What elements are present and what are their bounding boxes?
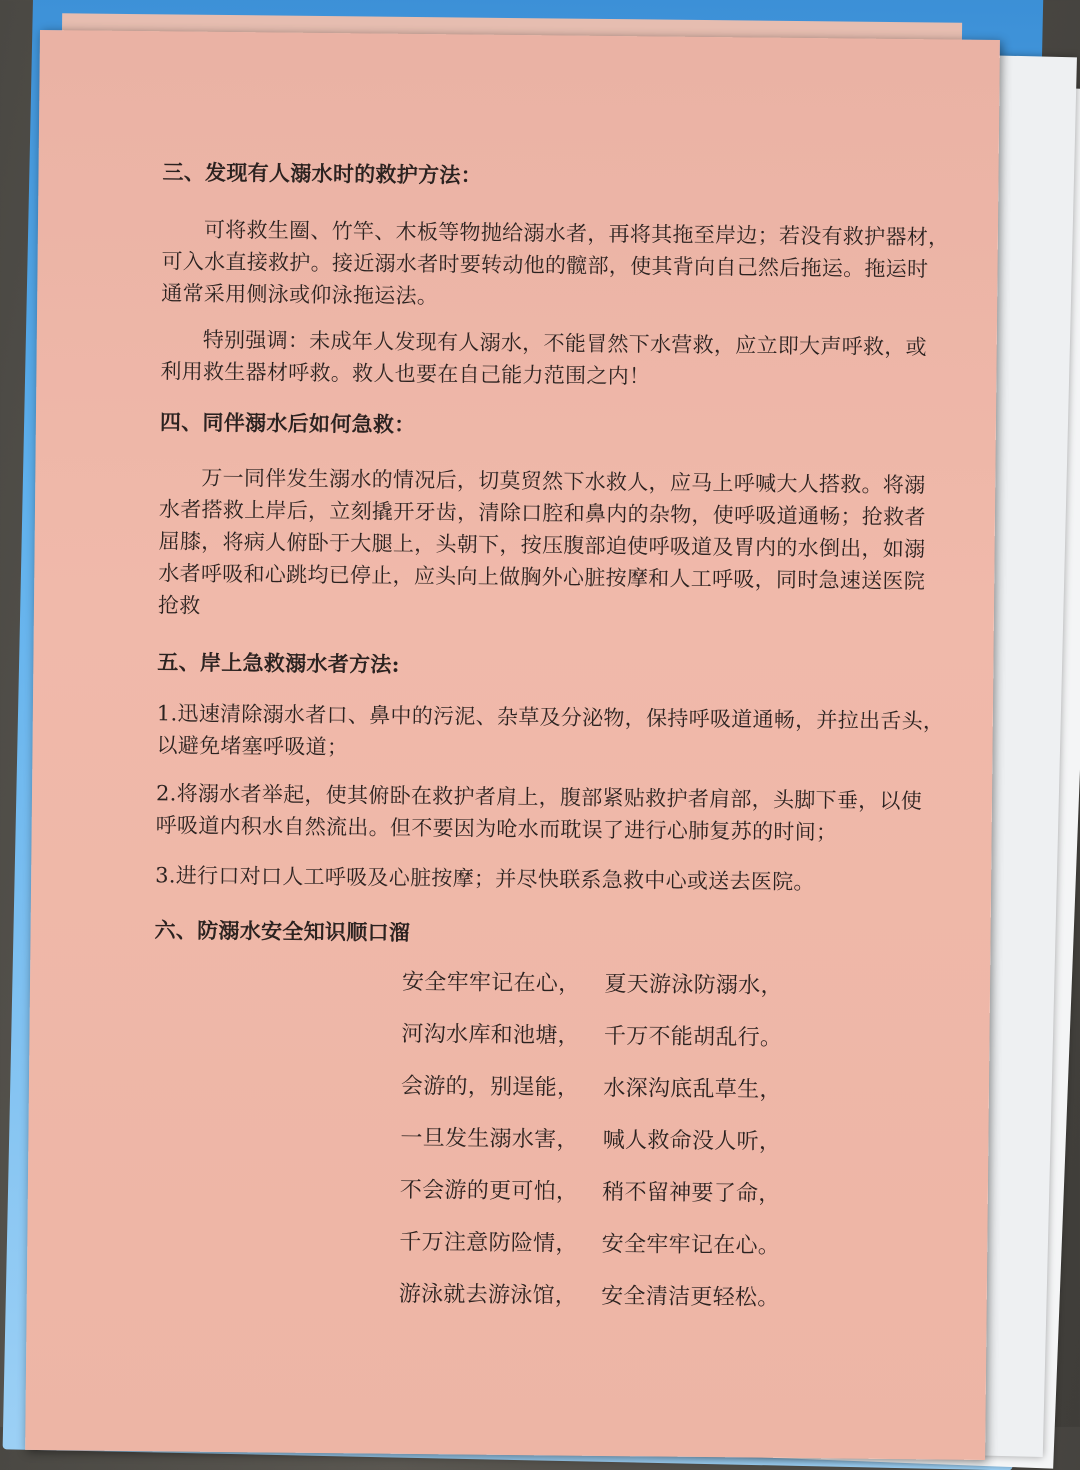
section6-heading: 六、防溺水安全知识顺口溜 bbox=[154, 917, 411, 945]
poem-line: 游泳就去游泳馆， 安全清洁更轻松。 bbox=[398, 1281, 780, 1311]
section4-para1-line5: 抢救 bbox=[157, 593, 201, 618]
section4-para1-line3: 屈膝，将病人俯卧于大腿上，头朝下，按压腹部迫使呼吸道及胃内的水倒出，如溺 bbox=[158, 529, 926, 562]
poem-line: 河沟水库和池塘， 千万不能胡乱行。 bbox=[401, 1021, 783, 1051]
poem-line: 一旦发生溺水害， 喊人救命没人听， bbox=[400, 1125, 782, 1155]
section3-heading: 三、发现有人溺水时的救护方法： bbox=[162, 159, 483, 188]
section3-para2-line2: 利用救生器材呼救。救人也要在自己能力范围之内！ bbox=[160, 359, 651, 389]
poem-line: 会游的，别逞能， 水深沟底乱草生， bbox=[400, 1073, 782, 1103]
poem-line: 安全牢牢记在心， 夏天游泳防溺水， bbox=[401, 969, 783, 999]
section4-heading: 四、同伴溺水后如何急救： bbox=[159, 409, 416, 437]
poem-line: 不会游的更可怕， 稍不留神要了命， bbox=[399, 1177, 781, 1207]
section5-heading: 五、岸上急救溺水者方法: bbox=[157, 649, 400, 677]
section3-para1-line3: 通常采用侧泳或仰泳拖运法。 bbox=[161, 281, 439, 309]
section3-para1-line1: 可将救生圈、竹竿、木板等物抛给溺水者，再将其拖至岸边；若没有救护器材， bbox=[203, 217, 950, 250]
section4-para1-line1: 万一同伴发生溺水的情况后，切莫贸然下水救人，应马上呼喊大人搭救。将溺 bbox=[201, 465, 926, 498]
document-content bbox=[25, 30, 1000, 1460]
section4-para1-line2: 水者搭救上岸后，立刻撬开牙齿，清除口腔和鼻内的杂物，使呼吸道通畅；抢救者 bbox=[158, 497, 926, 530]
poem-line: 千万注意防险情， 安全牢牢记在心。 bbox=[399, 1229, 781, 1259]
section3-para2-line1: 特别强调：未成年人发现有人溺水，不能冒然下水营救，应立即大声呼救，或 bbox=[202, 327, 928, 360]
section4-para1-line4: 水者呼吸和心跳均已停止，应头向上做胸外心脏按摩和人工呼吸，同时急速送医院 bbox=[158, 561, 926, 594]
section5-item2-line2: 呼吸道内积水自然流出。但不要因为呛水而耽误了进行心肺复苏的时间； bbox=[155, 813, 838, 845]
document-page bbox=[25, 30, 1000, 1460]
section5-item1-line2: 以避免堵塞呼吸道； bbox=[156, 733, 349, 760]
section5-item2-line1: 2.将溺水者举起，使其俯卧在救护者肩上，腹部紧贴救护者肩部，头脚下垂，以使 bbox=[155, 781, 923, 814]
section3-para1-line2: 可入水直接救护。接近溺水者时要转动他的髋部，使其背向自己然后拖运。拖运时 bbox=[161, 249, 929, 282]
section5-item1-line1: 1.迅速清除溺水者口、鼻中的污泥、杂草及分泌物，保持呼吸道通畅，并拉出舌头， bbox=[156, 701, 945, 734]
section5-item3-line1: 3.进行口对口人工呼吸及心脏按摩；并尽快联系急救中心或送去医院。 bbox=[155, 863, 815, 895]
